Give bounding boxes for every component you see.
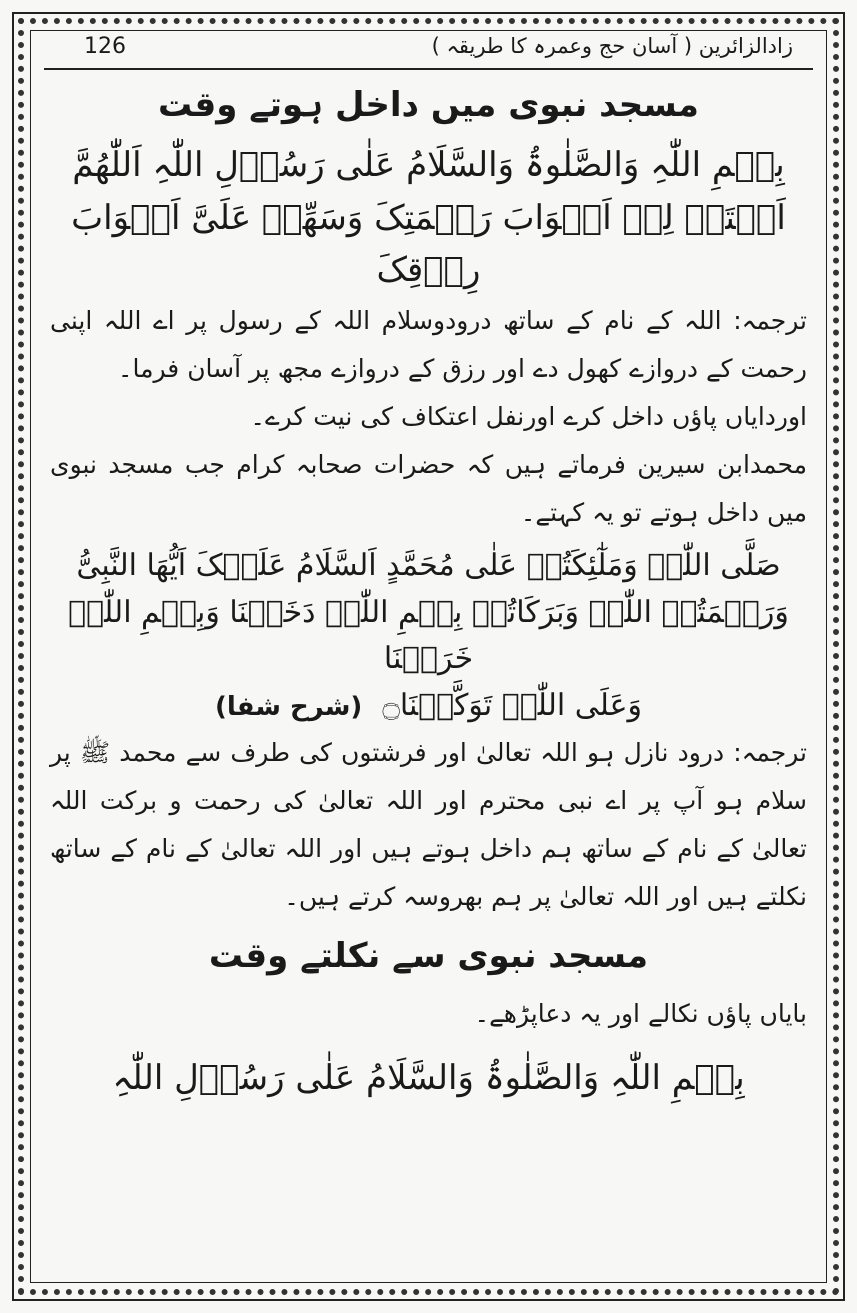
page-content: [44, 34, 813, 1273]
arabic-salam-line-3: وَعَلَی اللّٰہِ تَوَکَّلۡنَا۝: [382, 687, 643, 723]
instruction-paragraph: اوردایاں پاؤں داخل کرے اورنفل اعتکاف کی نیت کرے۔: [250, 402, 807, 432]
arabic-salam-line-2: وَرَحۡمَتُہُ اللّٰہِ وَبَرَکَاتُہٗ بِسۡمِ اللّٰہِ دَخَلۡنَا وَبِسۡمِ اللّٰہِ خَرَجۡنَا: [68, 594, 789, 677]
arabic-salam-line-1: صَلَّی اللّٰہُ وَمَلٰٓئِکَتُہٗ عَلٰی مُحَمَّدٍ اَلسَّلَامُ عَلَیۡکَ اَیُّھَا النَّبِیُّ: [76, 548, 781, 584]
running-header: [44, 34, 813, 70]
arabic-salam-line-3-row: [44, 683, 813, 730]
translation-paragraph: ترجمہ: اللہ کے نام کے ساتھ درودوسلام اللہ کے رسول پر اے اللہ اپنی رحمت کے دروازے کھول دے اور رزق کے دروازے مجھ پر آسان فرما۔: [50, 306, 807, 384]
page-number: 126: [84, 34, 126, 59]
header-title: زادالزائرین ( آسان حج وعمرہ کا طریقہ ): [431, 34, 793, 58]
arabic-dua-line-1: بِسۡمِ اللّٰہِ وَالصَّلٰوۃُ وَالسَّلَامُ عَلٰی رَسُوۡلِ اللّٰہِ اَللّٰھُمَّ: [72, 145, 785, 185]
section-heading-exiting: مسجد نبوی سے نکلتے وقت: [208, 936, 649, 977]
translation-paragraph-2: ترجمہ: درود نازل ہو اللہ تعالیٰ اور فرشتوں کی طرف سے محمد ﷺ پر سلام ہو آپ پر اے نبی محترم اور اللہ تعالیٰ کی رحمت و برکت اللہ تعالیٰ کے نام کے ساتھ ہم داخل ہوتے ہیں اور اللہ تعالیٰ کے نام کے ساتھ نکلتے ہیں اور اللہ تعالیٰ پر ہم بھروسہ کرتے ہیں۔: [50, 738, 807, 912]
exit-instruction-paragraph: بایاں پاؤں نکالے اور یہ دعاپڑھے۔: [474, 999, 807, 1029]
reference-citation: (شرح شفا): [214, 691, 363, 722]
section-heading-entering: مسجد نبوی میں داخل ہوتے وقت: [158, 85, 699, 125]
arabic-exit-dua-line-1: بِسۡمِ اللّٰہِ وَالصَّلٰوۃُ وَالسَّلَامُ عَلٰی رَسُوۡلِ اللّٰہِ: [112, 1058, 745, 1099]
narration-paragraph: محمدابن سیرین فرماتے ہیں کہ حضرات صحابہ کرام جب مسجد نبوی میں داخل ہوتے تو یہ کہتے۔: [50, 450, 807, 528]
arabic-dua-line-2: اَفۡتَحۡ لِیۡ اَبۡوَابَ رَحۡمَتِکَ وَسَھِّلۡ عَلَیَّ اَبۡوَابَ رِزۡقِکَ: [71, 197, 786, 291]
